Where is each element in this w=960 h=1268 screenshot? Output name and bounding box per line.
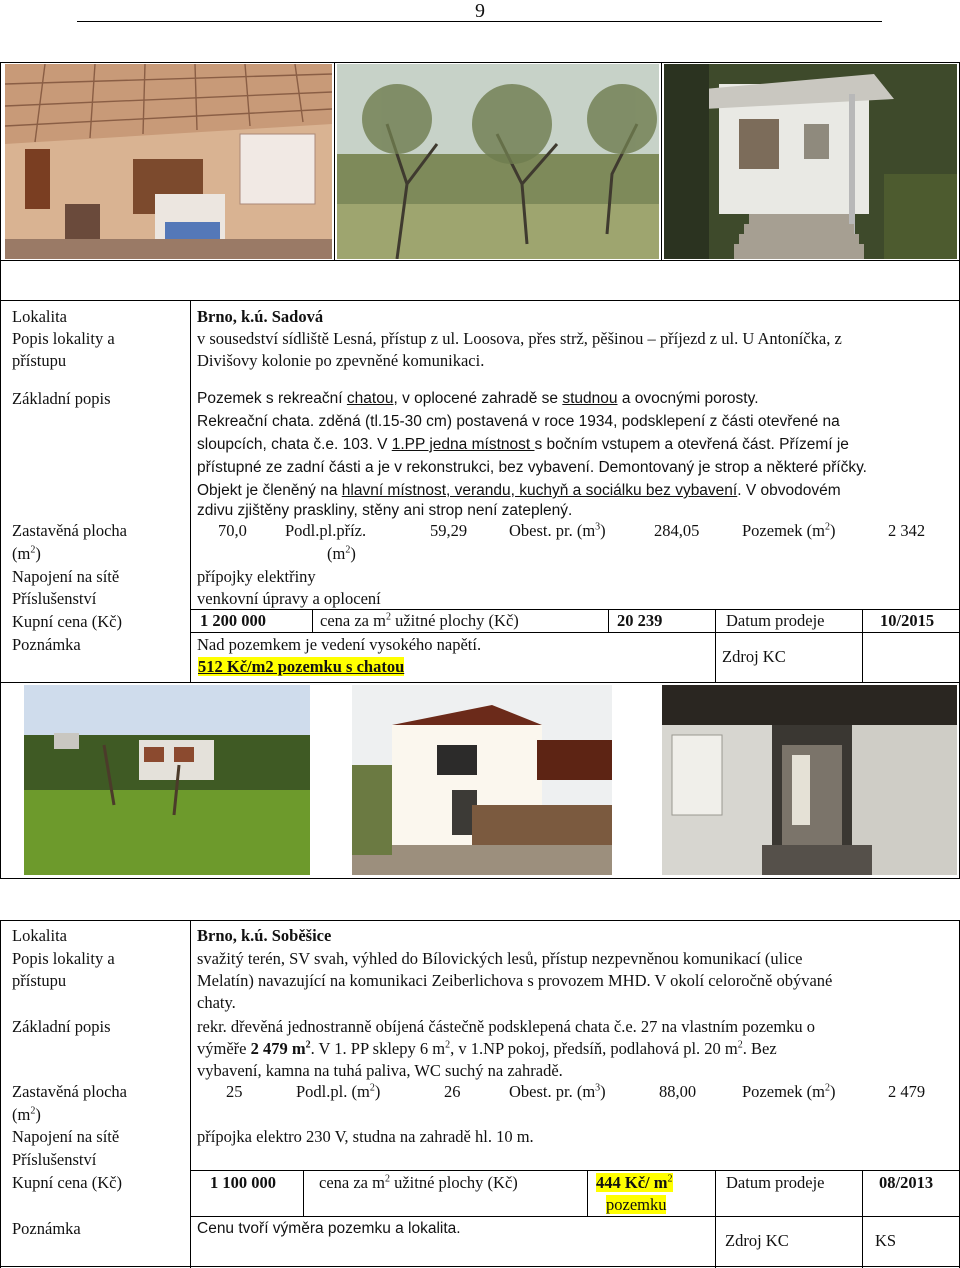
podl-unit: $(m^2)$ (327, 544, 356, 563)
label-poznamka-2: Poznámka (12, 1219, 81, 1238)
header-rule (77, 21, 882, 22)
source-value-2: Zdroj KC (725, 1231, 789, 1250)
description-line-3: sloupcích, chata č.e. 103. V 1.PP jedna místnost s bočním vstupem a otevřená část. Přízemí je (197, 436, 849, 453)
label-zastavena-plocha-2: Zastavěná plocha (12, 1082, 127, 1101)
sale-date-value-2: 08/2013 (879, 1173, 934, 1192)
price-per-m2-label: cena za $m^2$ užitné plochy (Kč) (320, 611, 519, 630)
podl-label: Podl.pl.příz. (285, 521, 367, 540)
sale-date-label-2: Datum prodeje (726, 1173, 825, 1192)
label-lokalita: Lokalita (12, 307, 67, 326)
label-zastavena-unit-2: $(m^2)$ (12, 1105, 41, 1124)
photo-house-facade (352, 685, 612, 875)
photo-sloped-garden (24, 685, 310, 875)
page-number: 9 (475, 0, 485, 22)
description-line-2: Rekreační chata. zděná (tl.15-30 cm) postavená v roce 1934, podsklepení z části otevřené na (197, 413, 840, 430)
label-napojeni: Napojení na sítě (12, 567, 120, 586)
access-line-2: Divišovy kolonie po zpevněné komunikaci. (197, 351, 485, 370)
photo-interior-room (5, 64, 332, 259)
source-value: Zdroj KC (722, 647, 786, 666)
label-popis-pristupu-2: přístupu (12, 971, 67, 990)
access-line-2-2: Melatín) navazující na komunikaci Zeiberlichova s provozem MHD. V okolí celoročně obývané (197, 971, 833, 990)
note-value-2: Cenu tvoří výměra pozemku a lokalita. (197, 1220, 461, 1237)
obest-label: Obest. pr. $(m^3)$ (509, 521, 606, 540)
accessories-value: venkovní úpravy a oplocení (197, 589, 381, 608)
label-popis-pristupu: přístupu (12, 351, 67, 370)
label-poznamka: Poznámka (12, 635, 81, 654)
price-per-m2-unit-2: pozemku (606, 1195, 667, 1214)
label-prislusenstvi: Příslušenství (12, 589, 97, 608)
price-per-m2-value: 20 239 (617, 611, 663, 630)
label-popis-lokality-2: Popis lokality a (12, 949, 115, 968)
label-popis-lokality: Popis lokality a (12, 329, 115, 348)
pozemek-label: Pozemek $(m^2)$ (742, 521, 836, 540)
label-zakladni-popis-2: Základní popis (12, 1017, 111, 1036)
description-line-5: Objekt je členěný na hlavní místnost, verandu, kuchyň a sociálku bez vybavení. V obvodovém (197, 482, 841, 499)
podl-value-2: 26 (444, 1082, 461, 1101)
access-line-1: v sousedství sídliště Lesná, přístup z ul. Loosova, přes strž, pěšinou – příjezd z ul. U Antoníčka, z (197, 329, 842, 348)
label-kupni-cena-2: Kupní cena (Kč) (12, 1173, 122, 1192)
description-line-1-2: rekr. dřevěná jednostranně obíjená částečně podsklepená chata č.e. 27 na vlastním pozemku o (197, 1017, 816, 1036)
pozemek-value-2: 2 479 (888, 1082, 926, 1101)
label-zakladni-popis: Základní popis (12, 389, 111, 408)
label-lokalita-2: Lokalita (12, 926, 67, 945)
description-line-4: přístupné ze zadní části a je v rekonstrukci, bez vybavení. Demontovaný je strop a některé příčky. (197, 459, 867, 476)
sale-date-label: Datum prodeje (726, 611, 825, 630)
label-kupni-cena: Kupní cena (Kč) (12, 612, 122, 631)
description-line-2-2: výměře 2 479 $m^2$. V 1. PP sklepy 6 $m^2$, v 1.NP pokoj, předsíň, podlahová pl. 20 $m^2$. Bez (197, 1039, 777, 1058)
access-line-3-2: chaty. (197, 993, 236, 1012)
label-zastavena-unit: $(m^2)$ (12, 544, 41, 563)
price-per-m2-label-2: cena za $m^2$ užitné plochy (Kč) (319, 1173, 518, 1192)
photo-cottage-stairs (664, 64, 957, 259)
obest-label-2: Obest. pr. $(m^3)$ (509, 1082, 606, 1101)
obest-value-2: 88,00 (659, 1082, 697, 1101)
podl-label-2: Podl.pl. $(m^2)$ (296, 1082, 381, 1101)
locality-value: Brno, k.ú. Sadová (197, 307, 324, 326)
connection-value-2: přípojka elektro 230 V, studna na zahradě hl. 10 m. (197, 1127, 534, 1146)
label-zastavena-plocha: Zastavěná plocha (12, 521, 127, 540)
label-napojeni-2: Napojení na sítě (12, 1127, 120, 1146)
connection-value: přípojky elektřiny (197, 567, 316, 586)
photo-basement-interior (662, 685, 957, 875)
price-value-2: 1 100 000 (210, 1173, 276, 1192)
sale-date-value: 10/2015 (880, 611, 935, 630)
note-highlight: 512 Kč/m2 pozemku s chatou (198, 657, 405, 676)
obest-value: 284,05 (654, 521, 700, 540)
access-line-1-2: svažitý terén, SV svah, výhled do Bílovických lesů, přístup nezpevněnou komunikací (ulice (197, 949, 803, 968)
locality-value-2: Brno, k.ú. Soběšice (197, 926, 332, 945)
description-line-6: zdivu zjištěny praskliny, stěny ani strop není zateplený. (197, 502, 573, 519)
built-area-value-2: 25 (226, 1082, 243, 1101)
source-value-2b: KS (875, 1231, 897, 1250)
description-line-1: Pozemek s rekreační chatou, v oplocené zahradě se studnou a ovocnými porosty. (197, 390, 759, 407)
pozemek-value: 2 342 (888, 521, 926, 540)
price-value: 1 200 000 (200, 611, 266, 630)
podl-value: 59,29 (430, 521, 468, 540)
note-value: Nad pozemkem je vedení vysokého napětí. (197, 635, 482, 654)
label-prislusenstvi-2: Příslušenství (12, 1150, 97, 1169)
pozemek-label-2: Pozemek $(m^2)$ (742, 1082, 836, 1101)
description-line-3-2: vybavení, kamna na tuhá paliva, WC suchý na zahradě. (197, 1061, 563, 1080)
photo-garden-orchard (337, 64, 659, 259)
price-per-m2-value-2: 444 Kč/ $m^2$ (596, 1173, 673, 1192)
built-area-value: 70,0 (218, 521, 247, 540)
